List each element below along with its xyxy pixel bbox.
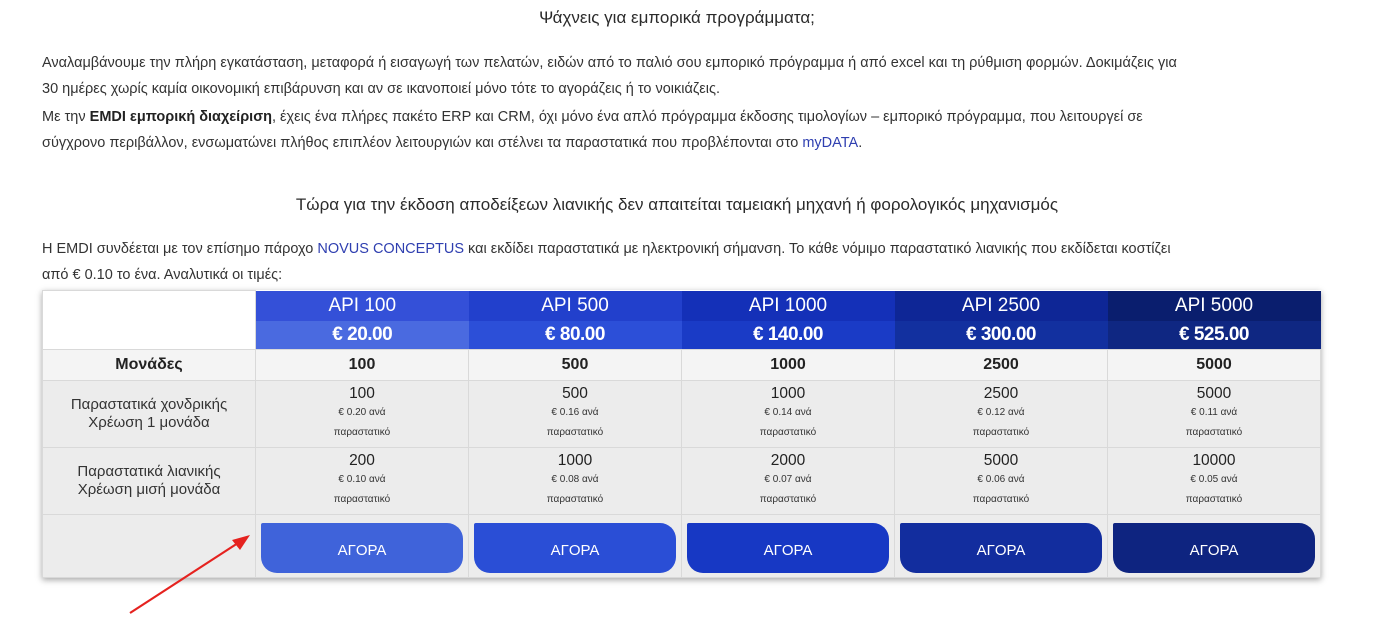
buy-button[interactable]: ΑΓΟΡΑ — [261, 523, 463, 573]
buy-cell — [895, 514, 1108, 577]
table-corner — [43, 291, 256, 350]
mydata-link[interactable]: myDATA — [802, 135, 859, 151]
per-document: παραστατικό — [972, 493, 1030, 505]
buy-cell — [469, 514, 682, 577]
plan-name: API 100 — [256, 291, 469, 321]
erp-line-2: σύγχρονο περιβάλλον, ενσωματώνει πλήθος επιπλέον λειτουργιών και στέλνει τα παραστατικά που προβλέπονται στο — [42, 135, 803, 151]
unit-price: € 0.12 ανά — [977, 406, 1025, 418]
buy-cell — [256, 514, 469, 577]
per-document: παραστατικό — [333, 493, 391, 505]
section-heading-commercial: Ψάχνεις για εμπορικά προγράμματα; — [539, 8, 815, 27]
novus-paragraph — [42, 236, 1314, 288]
erp-paragraph — [42, 104, 1314, 156]
buy-cell — [1108, 514, 1321, 577]
doc-quantity: 200 — [349, 451, 375, 469]
plan-price: € 20.00 — [256, 321, 469, 350]
row-label-line-1: Παραστατικά χονδρικής — [70, 395, 228, 413]
intro-line-1: Αναλαμβάνουμε την πλήρη εγκατάσταση, μεταφορά ή εισαγωγή των πελατών, ειδών από το παλιό σου εμπορικό πρόγραμμα ή από excel και τη ρύθμιση φορμών. Δοκιμάζεις για — [42, 55, 1177, 71]
erp-line-1: , έχεις ένα πλήρες πακέτο ERP και CRM, όχι μόνο ένα απλό πρόγραμμα έκδοσης τιμολογίων – εμπορικό πρόγραμμα, που λειτουργεί σε — [271, 109, 1143, 125]
buy-row — [43, 514, 1321, 577]
intro-line-2: 30 ημέρες χωρίς καμία οικονομική επιβάρυνση και αν σε ικανοποιεί μόνο τότε το αγοράζεις ή το νοικιάζεις. — [42, 81, 720, 97]
units-value: 1000 — [682, 349, 895, 380]
wholesale-row-cell — [469, 380, 682, 447]
novus-conceptus-link[interactable]: NOVUS CONCEPTUS — [317, 241, 464, 257]
per-document: παραστατικό — [1185, 493, 1243, 505]
retail-row-cell — [469, 447, 682, 514]
row-label-line-1: Παραστατικά λιανικής — [77, 462, 221, 480]
row-label-line-2: Χρέωση μισή μονάδα — [77, 480, 221, 498]
doc-quantity: 500 — [562, 384, 588, 402]
buy-row-empty — [43, 514, 256, 577]
doc-quantity: 5000 — [1196, 384, 1232, 402]
plan-price: € 80.00 — [469, 321, 682, 350]
plan-name: API 500 — [469, 291, 682, 321]
unit-price: € 0.20 ανά — [338, 406, 386, 418]
plan-name: API 2500 — [895, 291, 1108, 321]
retail-row — [43, 447, 1321, 514]
retail-row-cell — [1108, 447, 1321, 514]
wholesale-row-cell — [682, 380, 895, 447]
erp-bold: EMDI εμπορική διαχείριση — [89, 109, 272, 125]
units-label: Μονάδες — [43, 349, 256, 380]
wholesale-row-cell — [1108, 380, 1321, 447]
erp-end: . — [858, 135, 863, 151]
units-row — [43, 349, 1321, 380]
doc-quantity: 5000 — [983, 451, 1019, 469]
intro-paragraph — [42, 50, 1314, 102]
novus-pre: Η EMDI συνδέεται με τον επίσημο πάροχο — [42, 241, 318, 257]
units-value: 2500 — [895, 349, 1108, 380]
plan-price: € 300.00 — [895, 321, 1108, 350]
plan-name-row — [43, 291, 1321, 321]
erp-pre: Με την — [42, 109, 90, 125]
retail-row-cell — [895, 447, 1108, 514]
doc-quantity: 2500 — [983, 384, 1019, 402]
pricing-table — [42, 290, 1321, 578]
novus-line-2: από € 0.10 το ένα. Αναλυτικά οι τιμές: — [42, 267, 283, 283]
doc-quantity: 1000 — [770, 384, 806, 402]
doc-quantity: 2000 — [770, 451, 806, 469]
unit-price: € 0.14 ανά — [764, 406, 812, 418]
retail-row-label — [43, 447, 256, 514]
plan-name: API 5000 — [1108, 291, 1321, 321]
plan-price: € 140.00 — [682, 321, 895, 350]
wholesale-row — [43, 380, 1321, 447]
per-document: παραστατικό — [759, 426, 817, 438]
doc-quantity: 10000 — [1192, 451, 1236, 469]
unit-price: € 0.05 ανά — [1190, 473, 1238, 485]
units-value: 500 — [469, 349, 682, 380]
buy-button[interactable]: ΑΓΟΡΑ — [900, 523, 1102, 573]
units-value: 5000 — [1108, 349, 1321, 380]
unit-price: € 0.16 ανά — [551, 406, 599, 418]
plan-price: € 525.00 — [1108, 321, 1321, 350]
section-heading-retail: Τώρα για την έκδοση αποδείξεων λιανικής δεν απαιτείται ταμειακή μηχανή ή φορολογικός μηχανισμός — [295, 195, 1059, 214]
doc-quantity: 1000 — [557, 451, 593, 469]
buy-cell — [682, 514, 895, 577]
per-document: παραστατικό — [759, 493, 817, 505]
wholesale-row-cell — [895, 380, 1108, 447]
per-document: παραστατικό — [546, 426, 604, 438]
row-label-line-2: Χρέωση 1 μονάδα — [88, 413, 210, 431]
plan-name: API 1000 — [682, 291, 895, 321]
buy-button[interactable]: ΑΓΟΡΑ — [1113, 523, 1315, 573]
wholesale-row-label — [43, 380, 256, 447]
buy-button[interactable]: ΑΓΟΡΑ — [687, 523, 889, 573]
units-value: 100 — [256, 349, 469, 380]
unit-price: € 0.07 ανά — [764, 473, 812, 485]
unit-price: € 0.08 ανά — [551, 473, 599, 485]
doc-quantity: 100 — [349, 384, 375, 402]
per-document: παραστατικό — [546, 493, 604, 505]
wholesale-row-cell — [256, 380, 469, 447]
unit-price: € 0.06 ανά — [977, 473, 1025, 485]
unit-price: € 0.11 ανά — [1190, 406, 1238, 418]
buy-button[interactable]: ΑΓΟΡΑ — [474, 523, 676, 573]
unit-price: € 0.10 ανά — [338, 473, 386, 485]
novus-line-1: και εκδίδει παραστατικά με ηλεκτρονική σήμανση. Το κάθε νόμιμο παραστατικό λιανικής που εκδίδεται κοστίζει — [464, 241, 1171, 257]
per-document: παραστατικό — [972, 426, 1030, 438]
retail-row-cell — [256, 447, 469, 514]
retail-row-cell — [682, 447, 895, 514]
per-document: παραστατικό — [333, 426, 391, 438]
per-document: παραστατικό — [1185, 426, 1243, 438]
